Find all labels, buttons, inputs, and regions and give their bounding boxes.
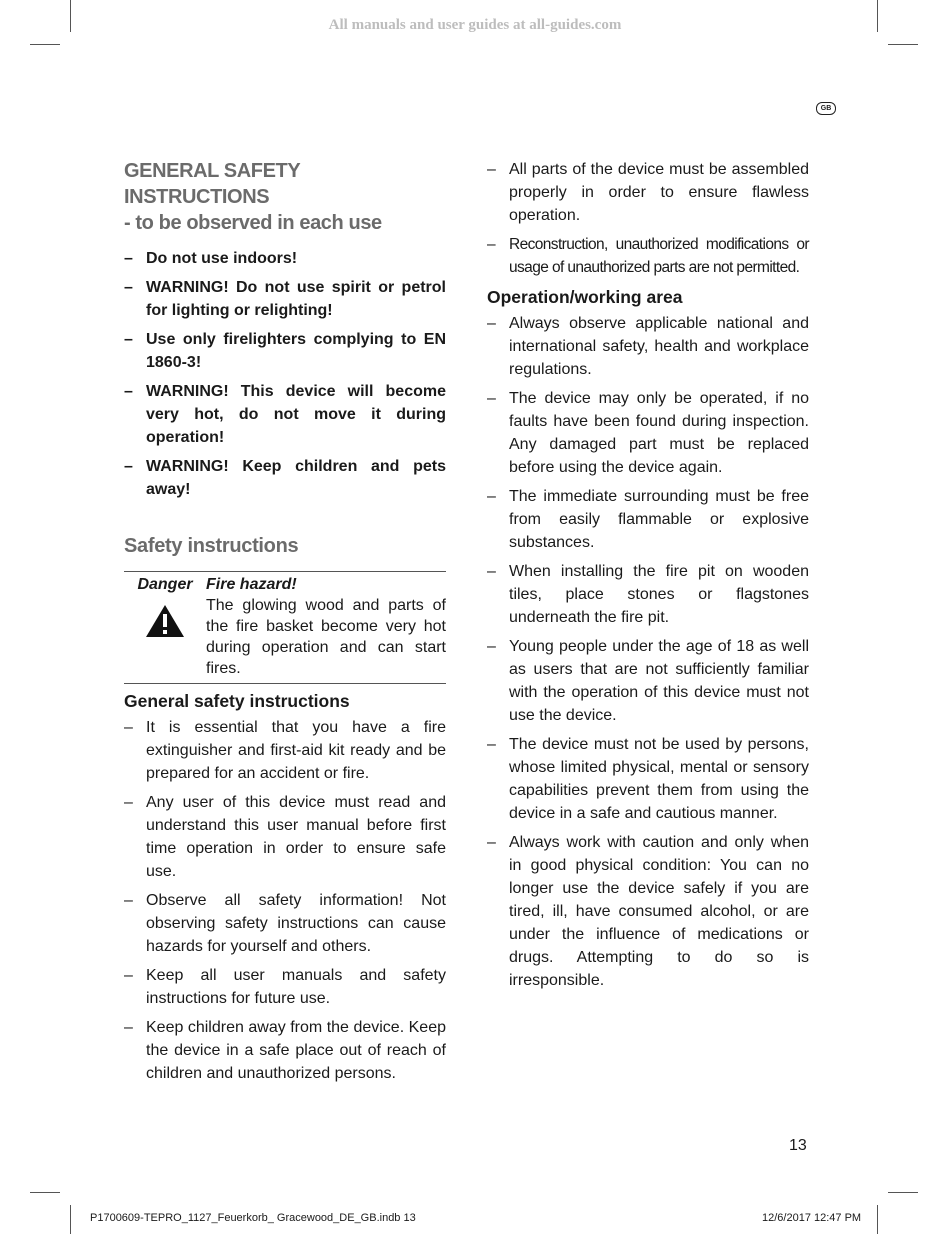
operation-list — [487, 312, 809, 992]
danger-text: The glowing wood and parts of the fire basket become very hot during operation and can start fires. — [206, 597, 446, 677]
warning-triangle-icon — [145, 604, 185, 638]
danger-title: Fire hazard! — [206, 576, 297, 593]
danger-notice — [124, 571, 446, 684]
subsection-heading: Operation/working area — [487, 287, 683, 307]
warning-list — [124, 247, 446, 501]
crop-mark — [877, 1205, 878, 1234]
list-item: – Any user of this device must read and understand this user manual before first time operation in order to ensure safe use. — [124, 791, 446, 883]
list-item: – Always work with caution and only when in good physical condition: You can no longer use the device safely if you are tired, ill, have consumed alcohol, or are under the influence of medications or drugs. Attempting to do so is irresponsible. — [487, 831, 809, 992]
watermark: All manuals and user guides at all-guides.com — [328, 17, 622, 33]
page-subtitle: - to be observed in each use — [124, 212, 382, 234]
page-title: GENERAL SAFETY INSTRUCTIONS — [124, 160, 300, 208]
danger-label: Danger — [137, 576, 193, 593]
footer-filename: P1700609-TEPRO_1127_Feuerkorb_ Gracewood_DE_GB.indb 13 — [90, 1212, 416, 1224]
right-column — [487, 158, 809, 998]
danger-label-cell — [124, 574, 206, 679]
list-item: – The device must not be used by persons, whose limited physical, mental or sensory capabilities prevent them from using the device in a safe and cautious manner. — [487, 733, 809, 825]
list-item: – Use only firelighters complying to EN 1860-3! — [124, 328, 446, 374]
list-item: – Always observe applicable national and international safety, health and workplace regulations. — [487, 312, 809, 381]
list-item: – Keep children away from the device. Keep the device in a safe place out of reach of children and unauthorized persons. — [124, 1016, 446, 1085]
crop-mark — [30, 1192, 60, 1193]
list-item: – Young people under the age of 18 as well as users that are not sufficiently familiar with the operation of this device must not use the device. — [487, 635, 809, 727]
left-column — [124, 158, 446, 1091]
list-item: – When installing the fire pit on wooden tiles, place stones or flagstones underneath the fire pit. — [487, 560, 809, 629]
assembly-list — [487, 158, 809, 279]
list-item: – WARNING! Do not use spirit or petrol for lighting or relighting! — [124, 276, 446, 322]
section-heading: Safety instructions — [124, 535, 299, 557]
language-badge: GB — [816, 102, 836, 115]
general-safety-list — [124, 716, 446, 1085]
crop-mark — [888, 44, 918, 45]
list-item: – The immediate surrounding must be free from easily flammable or explosive substances. — [487, 485, 809, 554]
danger-content — [206, 574, 446, 679]
footer-datetime: 12/6/2017 12:47 PM — [762, 1212, 862, 1224]
list-item: – Observe all safety information! Not observing safety instructions can cause hazards for yourself and others. — [124, 889, 446, 958]
list-item: – It is essential that you have a fire extinguisher and first-aid kit ready and be prepared for an accident or fire. — [124, 716, 446, 785]
list-item: – Reconstruction, unauthorized modifications or usage of unauthorized parts are not permitted. — [487, 233, 809, 279]
list-item: – The device may only be operated, if no faults have been found during inspection. Any damaged part must be replaced before using the device again. — [487, 387, 809, 479]
list-item: – Keep all user manuals and safety instructions for future use. — [124, 964, 446, 1010]
crop-mark — [888, 1192, 918, 1193]
list-item: – WARNING! This device will become very hot, do not move it during operation! — [124, 380, 446, 449]
list-item: – Do not use indoors! — [124, 247, 446, 270]
subsection-heading: General safety instructions — [124, 691, 350, 711]
list-item: – WARNING! Keep children and pets away! — [124, 455, 446, 501]
page-number: 13 — [789, 1137, 807, 1154]
crop-mark — [30, 44, 60, 45]
list-item: – All parts of the device must be assembled properly in order to ensure flawless operation. — [487, 158, 809, 227]
crop-mark — [70, 1205, 71, 1234]
